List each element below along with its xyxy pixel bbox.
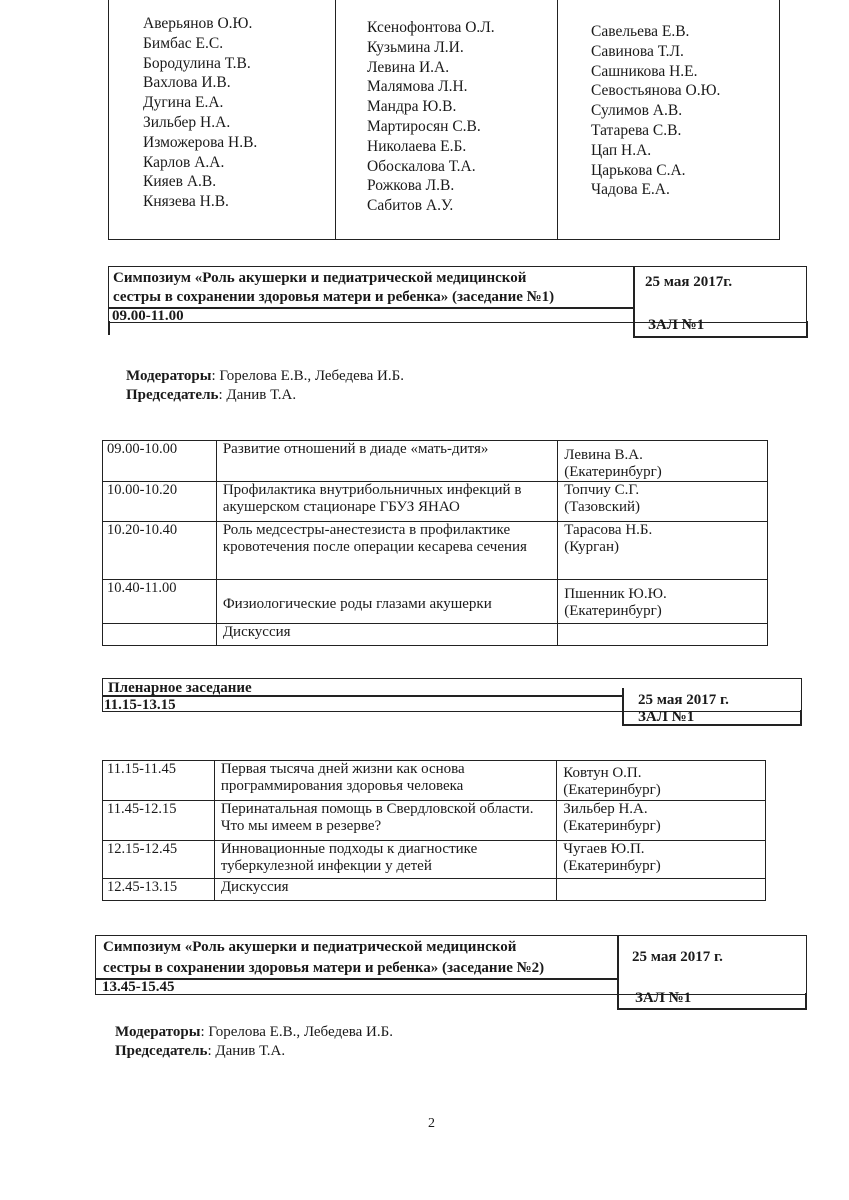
table-row [103,761,766,801]
name-item: Кузьмина Л.И. [367,38,464,56]
plenary-program-table [102,760,766,901]
session1-title-line2: сестры в сохранении здоровья матери и ребенка» (заседание №1) [113,289,555,305]
row-speaker: Топчиу С.Г. (Тазовский) [558,482,768,522]
session1-program-table [102,440,768,646]
row-speaker [558,624,768,646]
row-speaker: Пшенник Ю.Ю. (Екатеринбург) [558,580,768,624]
name-item: Князева Н.В. [143,193,229,211]
row-speaker: Тарасова Н.Б. (Курган) [558,522,768,580]
name-item: Царькова С.А. [591,161,686,179]
session2-moderators: Модераторы: Горелова Е.В., Лебедева И.Б. [115,1024,393,1040]
name-item: Дугина Е.А. [143,94,224,112]
table-row [103,580,768,624]
session1-title-line1: Симпозиум «Роль акушерки и педиатрической медицинской [113,270,527,286]
row-speaker [557,879,766,901]
table-row [103,841,766,879]
row-speaker: Чугаев Ю.П. (Екатеринбург) [557,841,766,879]
name-item: Изможерова Н.В. [143,133,258,151]
name-item: Мандра Ю.В. [367,98,457,116]
session1-moderators: Модераторы: Горелова Е.В., Лебедева И.Б. [126,368,404,384]
names-divider [335,0,336,239]
name-item: Николаева Е.Б. [367,137,467,155]
name-item: Сабитов А.У. [367,197,454,215]
table-row [103,482,768,522]
name-item: Мартиросян С.В. [367,117,481,135]
session1-date: 25 мая 2017г. [645,274,733,290]
session1-time: 09.00-11.00 [112,308,184,324]
name-item: Левина И.А. [367,58,450,76]
name-item: Аверьянов О.Ю. [143,15,253,32]
session2-title-line1: Симпозиум «Роль акушерки и педиатрической медицинской [103,939,517,955]
row-speaker: Зильбер Н.А. (Екатеринбург) [557,801,766,841]
plenary-title: Пленарное заседание [108,680,252,696]
session1-chair: Председатель: Данив Т.А. [126,387,297,403]
table-row [103,624,768,646]
row-topic: Физиологические роды глазами акушерки [216,580,557,624]
row-time: 12.45-13.15 [103,879,215,901]
row-time [103,624,217,646]
row-time: 09.00-10.00 [103,441,217,482]
row-time: 10.20-10.40 [103,522,217,580]
name-item: Савельева Е.В. [591,23,690,40]
session2-header [95,935,809,1010]
row-time: 12.15-12.45 [103,841,215,879]
row-topic: Дискуссия [216,624,557,646]
table-row [103,879,766,901]
name-item: Карлов А.А. [143,153,225,171]
name-item: Севостьянова О.Ю. [591,82,721,100]
name-item: Савинова Т.Л. [591,42,684,60]
row-topic: Профилактика внутрибольничных инфекций в акушерском стационаре ГБУЗ ЯНАО [216,482,557,522]
row-topic: Роль медсестры-анестезиста в профилактике кровотечения после операции кесарева сечения [216,522,557,580]
plenary-date: 25 мая 2017 г. [638,692,729,708]
name-item: Зильбер Н.А. [143,113,231,131]
plenary-hall: ЗАЛ №1 [638,709,695,725]
table-row [103,522,768,580]
row-time: 11.15-11.45 [103,761,215,801]
table-row [103,801,766,841]
row-time: 10.40-11.00 [103,580,217,624]
session2-title-line2: сестры в сохранении здоровья матери и ребенка» (заседание №2) [103,960,545,976]
name-item: Вахлова И.В. [143,74,231,92]
name-item: Чадова Е.А. [591,181,670,199]
session2-chair: Председатель: Данив Т.А. [115,1043,286,1059]
name-item: Ксенофонтова О.Л. [367,19,495,36]
name-item: Бимбас Е.С. [143,34,224,52]
names-divider [557,0,558,239]
row-topic: Инновационные подходы к диагностике туберкулезной инфекции у детей [214,841,556,879]
row-topic: Перинатальная помощь в Свердловской области. Что мы имеем в резерве? [214,801,556,841]
session1-hall: ЗАЛ №1 [648,317,705,333]
session1-header [108,266,808,338]
row-time: 10.00-10.20 [103,482,217,522]
name-item: Обоскалова Т.А. [367,157,476,175]
plenary-header [102,678,804,726]
session2-time: 13.45-15.45 [102,979,175,995]
names-column-3 [591,22,720,200]
name-item: Татарева С.В. [591,121,682,139]
row-speaker: Ковтун О.П. (Екатеринбург) [557,761,766,801]
row-speaker: Левина В.А. (Екатеринбург) [558,441,768,482]
table-row [103,441,768,482]
name-item: Сашникова Н.Е. [591,62,698,80]
name-item: Сулимов А.В. [591,102,683,120]
row-topic: Дискуссия [214,879,556,901]
plenary-time: 11.15-13.15 [104,697,176,713]
names-table [108,0,780,240]
name-item: Бородулина Т.В. [143,54,251,72]
session2-date: 25 мая 2017 г. [632,949,723,965]
session2-hall: ЗАЛ №1 [635,990,692,1006]
name-item: Кияев А.В. [143,173,217,191]
row-time: 11.45-12.15 [103,801,215,841]
names-column-1 [143,14,257,212]
name-item: Цап Н.А. [591,141,652,159]
names-column-2 [367,18,495,216]
page-number: 2 [428,1116,435,1131]
row-topic: Развитие отношений в диаде «мать-дитя» [216,441,557,482]
name-item: Малямова Л.Н. [367,78,468,96]
row-topic: Первая тысяча дней жизни как основа программирования здоровья человека [214,761,556,801]
name-item: Рожкова Л.В. [367,177,455,195]
